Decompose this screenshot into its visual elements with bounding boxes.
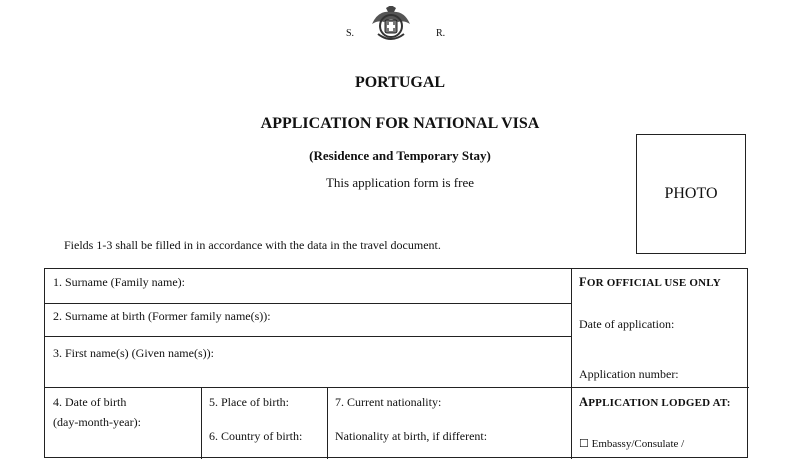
surname-field[interactable]: 1. Surname (Family name): [53,275,185,289]
first-names-field[interactable]: 3. First name(s) (Given name(s)): [53,346,214,360]
cell-divider [201,387,202,459]
photo-label: PHOTO [664,185,718,202]
cell-divider [327,387,328,459]
free-note: This application form is free [325,175,474,190]
date-of-birth-label[interactable]: 4. Date of birth [53,395,127,409]
official-use-heading: FOR OFFICIAL USE ONLY [579,275,721,289]
country-of-birth-field[interactable]: 6. Country of birth: [209,429,303,443]
crest-letter-right: R. [436,28,446,39]
date-of-application-label: Date of application: [579,317,675,331]
embassy-checkbox[interactable]: ☐ Embassy/Consulate / [579,438,685,450]
photo-box [636,134,746,254]
form-subtitle: (Residence and Temporary Stay) [309,148,491,163]
row-divider [45,303,571,304]
current-nationality-field[interactable]: 7. Current nationality: [335,395,442,409]
application-form-table [44,268,748,458]
coat-of-arms-icon [368,6,414,46]
place-of-birth-field[interactable]: 5. Place of birth: [209,395,289,409]
row-divider [45,387,749,388]
form-title: APPLICATION FOR NATIONAL VISA [260,115,540,132]
application-lodged-heading: APPLICATION LODGED AT: [579,395,731,409]
date-of-birth-format: (day-month-year): [53,415,141,429]
instructions-note: Fields 1-3 shall be filled in in accordance with the data in the travel document. [64,238,441,252]
official-column-divider [571,269,572,459]
application-number-label: Application number: [579,367,679,381]
nationality-at-birth-field[interactable]: Nationality at birth, if different: [335,429,488,443]
crest-letter-left: S. [346,28,355,39]
country-title: PORTUGAL [354,74,446,91]
row-divider [45,336,571,337]
crest-row [0,6,800,46]
surname-at-birth-field[interactable]: 2. Surname at birth (Former family name(s)): [53,309,271,323]
